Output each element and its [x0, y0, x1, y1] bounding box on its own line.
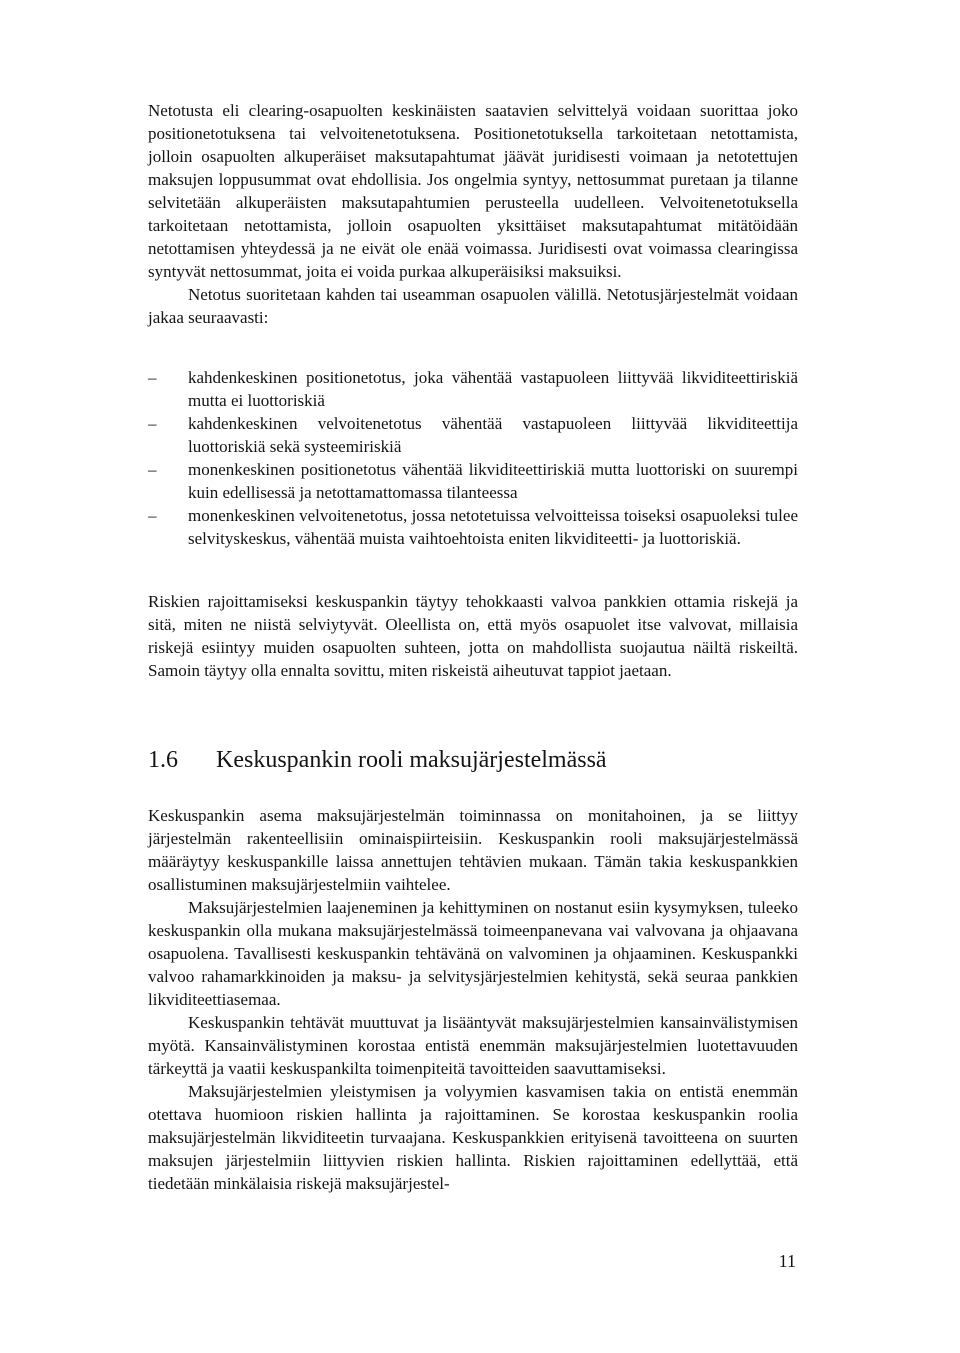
list-dash: – [148, 506, 157, 525]
section-paragraph: Keskuspankin tehtävät muuttuvat ja lisääntyvät maksujärjestelmien kansainvälistymisen myötä. Kansainvälistyminen korostaa entistä enemmän maksujärjestelmien luotettavuuden tärkeyttä ja vaatii keskuspankilta toimenpiteitä tavoitteiden saavuttamiseksi. [148, 1013, 798, 1078]
list-dash: – [148, 414, 157, 433]
section-paragraph: Keskuspankin asema maksujärjestelmän toiminnassa on monitahoinen, ja se liittyy järjestelmän rakenteellisiin ominaispiirteisiin. Keskuspankin rooli maksujärjestelmässä määräytyy keskuspankille laissa annettujen tehtävien mukaan. Tämän takia keskuspankkien osallistuminen maksujärjestelmiin vaihtelee. [148, 806, 798, 894]
risk-paragraph: Riskien rajoittamiseksi keskuspankin täytyy tehokkaasti valvoa pankkien ottamia riskejä ja sitä, miten ne niistä selviytyvät. Oleellista on, että myös osapuolet itse valvovat, millaisia riskejä esiintyy muiden osapuolten suhteen, jotta on mahdollista suojautua näiltä riskeiltä. Samoin täytyy olla ennalta sovittu, miten riskeistä aiheutuvat tappiot jaetaan. [148, 592, 798, 680]
list-item [148, 412, 798, 458]
section-paragraph: Maksujärjestelmien yleistymisen ja volyymien kasvamisen takia on entistä enemmän otettava huomioon riskien hallinta ja rajoittaminen. Se korostaa keskuspankin roolia maksujärjestelmän likviditeetin turvaajana. Keskuspankkien erityisenä tavoitteena on suurten maksujen järjestelmiin liittyvien riskien hallinta. Riskien rajoittaminen edellyttää, että tiedetään minkälaisia riskejä maksujärjestel- [148, 1082, 798, 1193]
section-text-block [148, 804, 798, 1195]
list-item [148, 458, 798, 504]
risk-text-block [148, 590, 798, 682]
page-number: 11 [778, 1251, 796, 1271]
list-item-text: kahdenkeskinen velvoitenetotus vähentää vastapuoleen liittyvää likviditeettija luottoriskiä sekä systeemiriskiä [188, 414, 798, 456]
section-number: 1.6 [148, 747, 178, 773]
list-item-text: monenkeskinen positionetotus vähentää likviditeettiriskiä mutta luottoriski on suurempi kuin edellisessä ja netottamattomassa tilanteessa [188, 460, 798, 502]
list-item [148, 366, 798, 412]
list-dash: – [148, 460, 157, 479]
intro-paragraph-netting-types: Netotus suoritetaan kahden tai useamman osapuolen välillä. Netotusjärjestelmät voidaan jakaa seuraavasti: [148, 285, 798, 327]
section-title: Keskuspankin rooli maksujärjestelmässä [216, 747, 607, 773]
list-item [148, 504, 798, 550]
intro-text-block [148, 99, 798, 329]
section-paragraph: Maksujärjestelmien laajeneminen ja kehittyminen on nostanut esiin kysymyksen, tuleeko keskuspankin olla mukana maksujärjestelmässä toimeenpanevana vai valvovana ja ohjaavana osapuolena. Tavallisesti keskuspankin tehtävänä on valvominen ja ohjaaminen. Keskuspankki valvoo rahamarkkinoiden ja maksu- ja selvitysjärjestelmien kehitystä, sekä seuraa pankkien likviditeettiasemaa. [148, 898, 798, 1009]
list-item-text: kahdenkeskinen positionetotus, joka vähentää vastapuoleen liittyvää likviditeettiriskiä mutta ei luottoriskiä [188, 368, 798, 410]
netting-types-list [148, 366, 798, 550]
list-item-text: monenkeskinen velvoitenetotus, jossa netotetuissa velvoitteissa toiseksi osapuoleksi tulee selvityskeskus, vähentää muista vaihtoehtoista eniten likviditeetti- ja luottoriskiä. [188, 506, 798, 548]
list-dash: – [148, 368, 157, 387]
intro-paragraph-netting: Netotusta eli clearing-osapuolten keskinäisten saatavien selvittelyä voidaan suorittaa joko positionetotuksena tai velvoitenetotuksena. Positionetotuksella tarkoitetaan netottamista, jolloin osapuolten alkuperäiset maksutapahtumat jäävät juridisesti voimaan ja netotettujen maksujen loppusummat ovat ehdollisia. Jos ongelmia syntyy, nettosummat puretaan ja tilanne selvitetään alkuperäisten maksutapahtumien perusteella uudelleen. Velvoitenetotuksella tarkoitetaan netottamista, jolloin osapuolten yksittäiset maksutapahtumat mitätöidään netottamisen yhteydessä ja ne eivät ole enää voimassa. Juridisesti ovat voimassa clearingissa syntyvät nettosummat, joita ei voida purkaa alkuperäisiksi maksuiksi. [148, 101, 798, 281]
section-heading [148, 745, 798, 775]
